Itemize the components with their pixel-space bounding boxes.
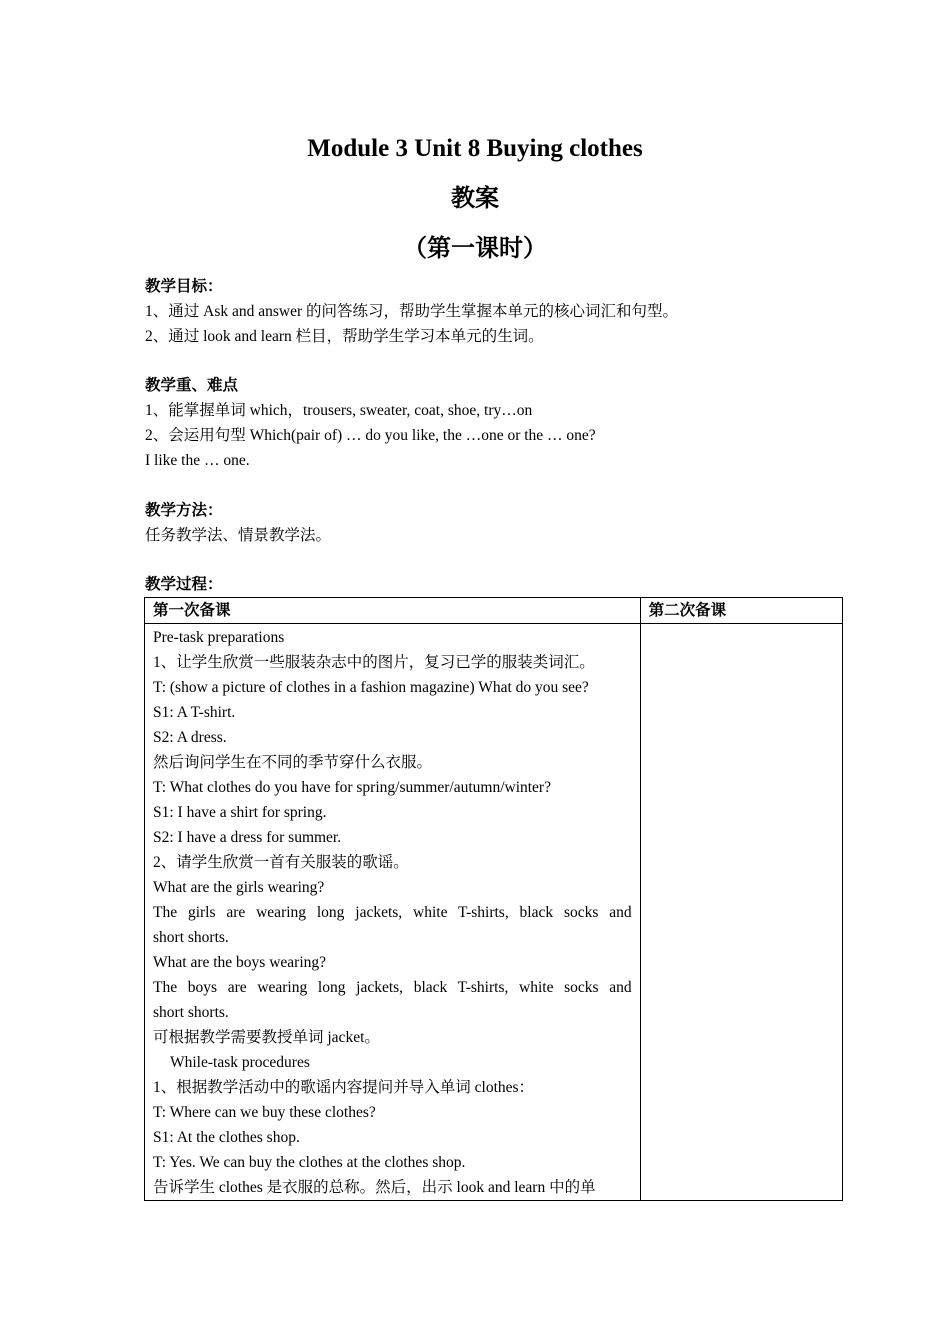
plan-line: short shorts. bbox=[153, 929, 229, 946]
plan-line: short shorts. bbox=[153, 1004, 229, 1021]
plan-line: The girls are wearing long jackets, white T-shirts, black socks and bbox=[153, 904, 632, 921]
key-point-item: 1、能掌握单词 which，trousers, sweater, coat, shoe, try…on bbox=[145, 402, 533, 419]
plan-line: T: Yes. We can buy the clothes at the clothes shop. bbox=[153, 1154, 466, 1171]
objective-item: 2、通过 look and learn 栏目，帮助学生学习本单元的生词。 bbox=[145, 328, 544, 345]
second-prep-header: 第二次备课 bbox=[640, 598, 842, 624]
plan-line: 告诉学生 clothes 是衣服的总称。然后，出示 look and learn 中的单 bbox=[153, 1179, 596, 1196]
plan-line: S2: I have a dress for summer. bbox=[153, 829, 342, 846]
lesson-plan-table bbox=[144, 597, 843, 1201]
plan-line: 可根据教学需要教授单词 jacket。 bbox=[153, 1029, 380, 1046]
process-heading: 教学过程： bbox=[145, 576, 223, 593]
plan-line: T: What clothes do you have for spring/summer/autumn/winter? bbox=[153, 779, 551, 796]
plan-line: S1: At the clothes shop. bbox=[153, 1129, 300, 1146]
plan-line: What are the girls wearing? bbox=[153, 879, 325, 896]
key-points-heading: 教学重、难点 bbox=[145, 377, 239, 394]
plan-line: 1、让学生欣赏一些服装杂志中的图片，复习已学的服装类词汇。 bbox=[153, 654, 595, 671]
methods-text: 任务教学法、情景教学法。 bbox=[145, 527, 332, 544]
plan-line: 2、请学生欣赏一首有关服装的歌谣。 bbox=[153, 854, 409, 871]
process-section bbox=[145, 572, 845, 597]
lesson-label: （第一课时） bbox=[403, 236, 547, 262]
objectives-heading: 教学目标： bbox=[145, 278, 223, 295]
objectives-section bbox=[145, 274, 845, 349]
plan-line: Pre-task preparations bbox=[153, 629, 285, 646]
document-title: Module 3 Unit 8 Buying clothes bbox=[307, 135, 643, 162]
key-point-item: 2、会运用句型 Which(pair of) … do you like, the …one or the … one? bbox=[145, 427, 596, 444]
plan-line: S2: A dress. bbox=[153, 729, 227, 746]
plan-line: While-task procedures bbox=[170, 1054, 310, 1071]
plan-line: The boys are wearing long jackets, black T-shirts, white socks and bbox=[153, 979, 632, 996]
objective-item: 1、通过 Ask and answer 的问答练习，帮助学生掌握本单元的核心词汇和句型。 bbox=[145, 303, 679, 320]
key-points-section bbox=[145, 373, 845, 473]
document-subtitle: 教案 bbox=[451, 186, 499, 212]
methods-heading: 教学方法： bbox=[145, 502, 223, 519]
methods-section bbox=[145, 498, 845, 548]
first-prep-content bbox=[145, 624, 641, 1201]
plan-line: S1: A T-shirt. bbox=[153, 704, 236, 721]
plan-line: S1: I have a shirt for spring. bbox=[153, 804, 327, 821]
plan-line: What are the boys wearing? bbox=[153, 954, 327, 971]
plan-line: T: (show a picture of clothes in a fashion magazine) What do you see? bbox=[153, 679, 589, 696]
plan-line: 然后询问学生在不同的季节穿什么衣服。 bbox=[153, 754, 433, 771]
key-point-item: I like the … one. bbox=[145, 452, 250, 469]
plan-line: T: Where can we buy these clothes? bbox=[153, 1104, 376, 1121]
plan-line: 1、根据教学活动中的歌谣内容提问并导入单词 clothes： bbox=[153, 1079, 535, 1096]
first-prep-header: 第一次备课 bbox=[145, 598, 641, 624]
second-prep-content bbox=[640, 624, 842, 1201]
table-header-row bbox=[145, 598, 843, 624]
table-body-row bbox=[145, 624, 843, 1201]
